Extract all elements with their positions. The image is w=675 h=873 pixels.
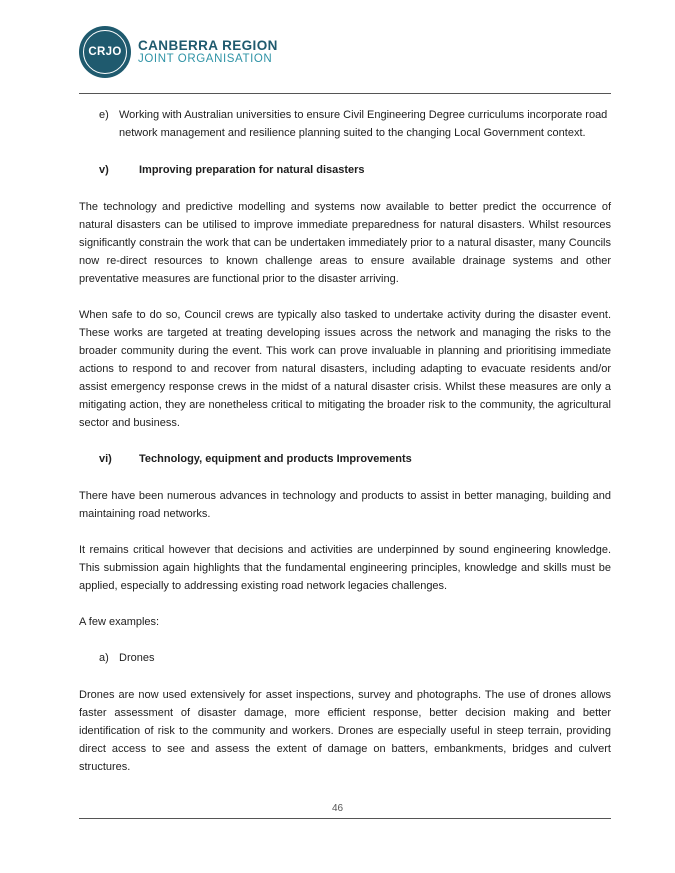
section-title: Technology, equipment and products Improvements	[139, 453, 412, 465]
logo-text: CRJO	[88, 46, 122, 58]
section-number: v)	[99, 164, 109, 176]
header-divider	[79, 93, 611, 94]
paragraph: A few examples:	[79, 616, 160, 628]
paragraph: When safe to do so, Council crews are typically also tasked to undertake activity during the disaster event. These works are targeted at treating developing issues across the network and managing the risks to the broader community during the event. This work can prove invaluable in planning and prioritising immediate actions to respond to and recover from natural disasters, including adapting to evacuate residents and/or assist emergency response crews in the midst of a natural disaster crisis. Whilst these measures are only a mitigating action, they are nonetheless critical to mitigating the broader risk to the community, the agricultural sector and business.	[79, 309, 611, 429]
section-title: Improving preparation for natural disasters	[139, 164, 365, 176]
org-name-line1: CANBERRA REGION	[138, 37, 278, 53]
page-header	[80, 25, 278, 79]
paragraph: Drones are now used extensively for asset inspections, survey and photographs. The use of drones allows faster assessment of disaster damage, more efficient response, better decision making and better identification of risk to the community and workers. Drones are especially useful in steep terrain, providing direct access to see and assess the extent of damage on batters, embankments, bridges and culvert structures.	[79, 689, 611, 773]
crjo-logo	[80, 27, 130, 77]
page-number: 46	[331, 803, 344, 814]
list-item-a	[99, 649, 611, 667]
footer-divider	[79, 818, 611, 819]
paragraph: The technology and predictive modelling and systems now available to better predict the occurrence of natural disasters can be utilised to improve immediate preparedness for natural disasters. Whilst resources significantly constrain the work that can be undertaken immediately prior to a natural disaster, many Councils now re-direct resources to known challenge areas to ensure available drainage systems and other preventative measures are functional prior to the disaster arriving.	[79, 201, 611, 285]
org-name-line2: JOINT ORGANISATION	[138, 53, 273, 65]
section-number: vi)	[99, 453, 112, 465]
section-heading-v	[99, 161, 611, 179]
document-body	[79, 106, 611, 794]
list-item-text: Drones	[119, 652, 155, 664]
section-heading-vi	[99, 450, 611, 468]
organisation-name	[138, 39, 278, 66]
list-marker: a)	[99, 652, 109, 664]
list-item-text: Working with Australian universities to ensure Civil Engineering Degree curriculums incorporate road network management and resilience planning suited to the changing Local Government context.	[119, 109, 608, 139]
list-item-e	[99, 106, 611, 142]
list-marker: e)	[99, 109, 109, 121]
paragraph: There have been numerous advances in technology and products to assist in better managing, building and maintaining road networks.	[79, 490, 611, 520]
paragraph: It remains critical however that decisions and activities are underpinned by sound engineering knowledge. This submission again highlights that the fundamental engineering principles, knowledge and skills must be applied, especially to addressing existing road network legacies challenges.	[79, 544, 611, 592]
